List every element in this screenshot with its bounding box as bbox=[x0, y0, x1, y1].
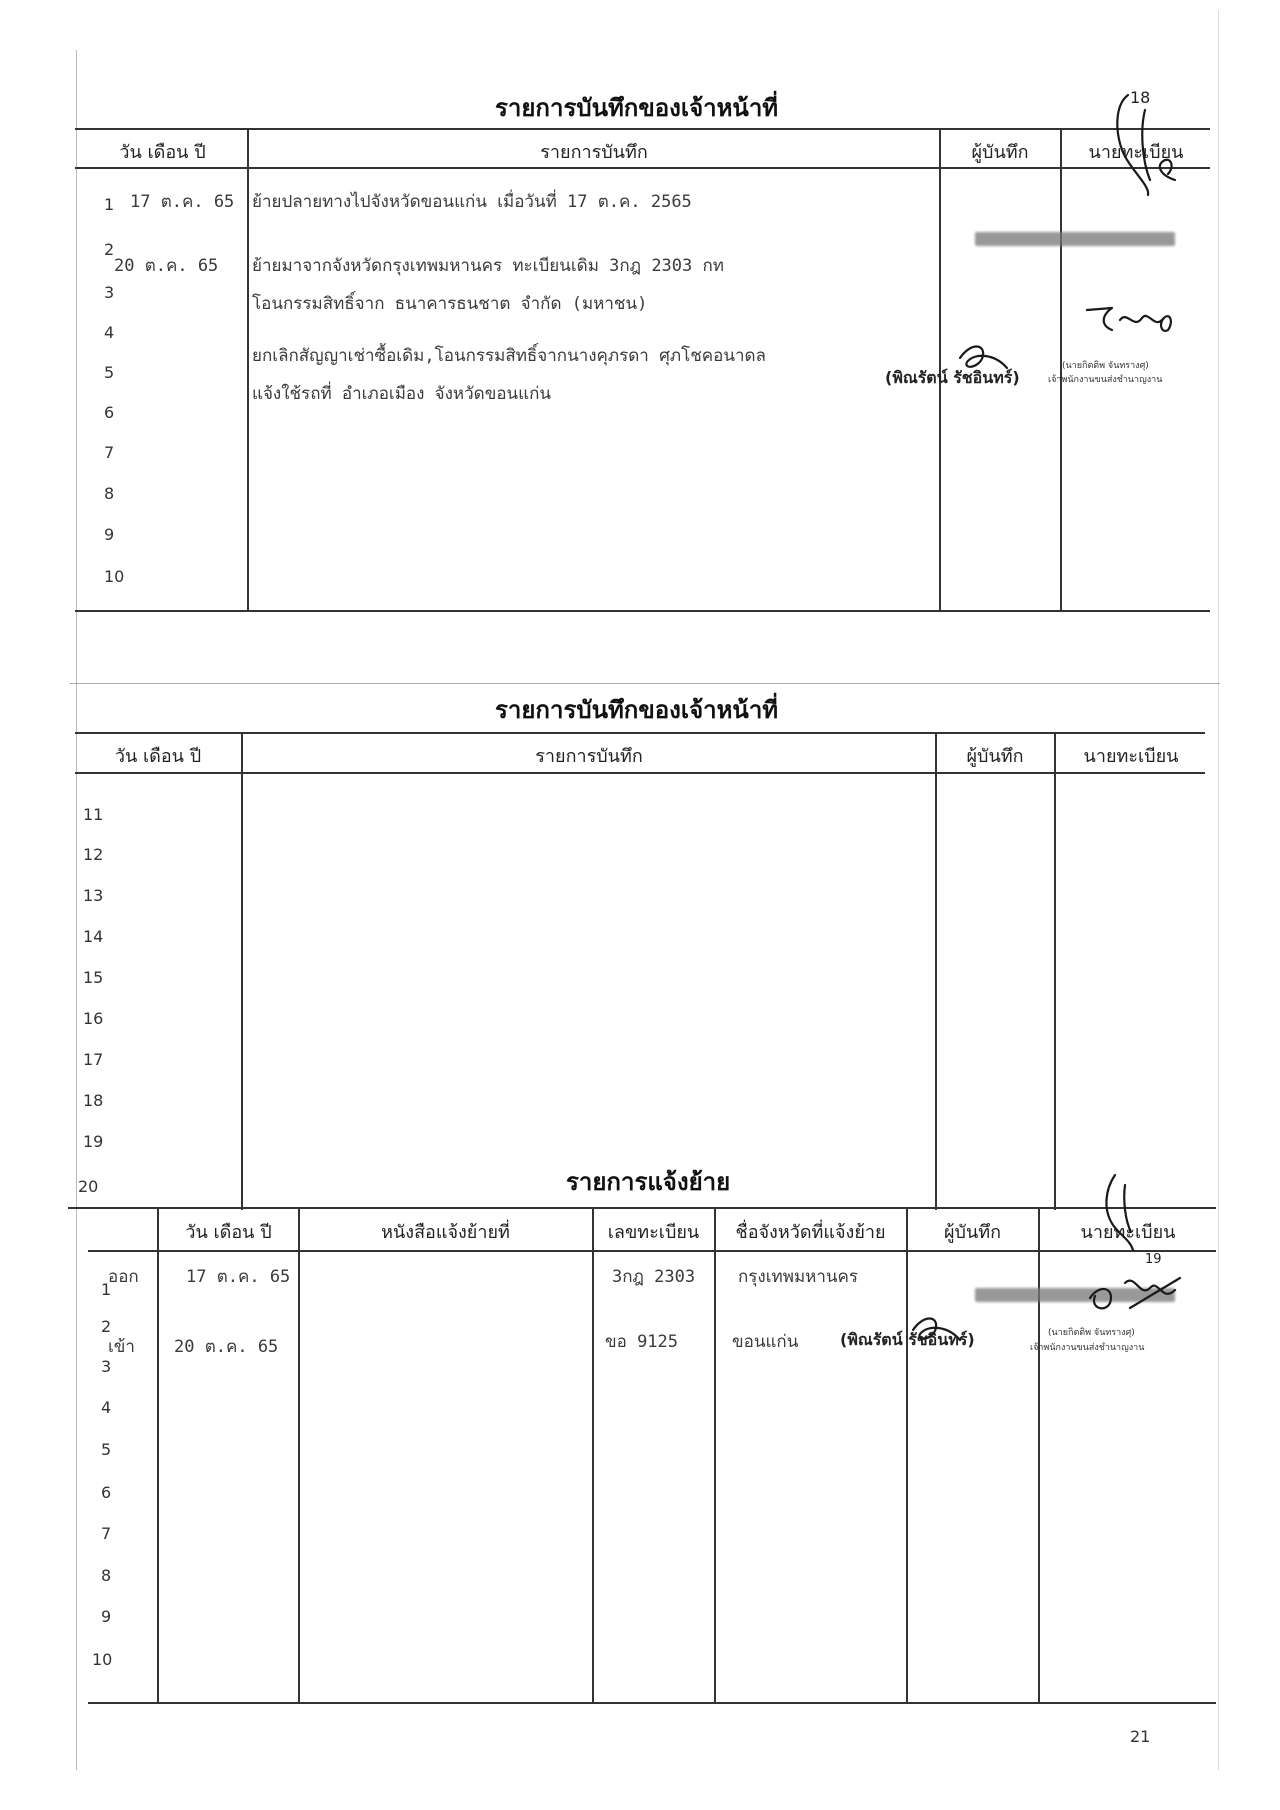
section1-row-number: 7 bbox=[104, 443, 115, 462]
section1-corner-signature bbox=[1100, 90, 1190, 200]
section3-page-mark: 19 bbox=[1145, 1252, 1162, 1267]
section2-row-number: 14 bbox=[83, 927, 104, 946]
section1-row-number: 10 bbox=[104, 567, 125, 586]
section1-row-number: 1 bbox=[104, 195, 115, 214]
section1-bottom-line bbox=[75, 610, 1210, 612]
section3-row-province: ขอนแก่น bbox=[732, 1332, 799, 1352]
section3-col-line-3 bbox=[592, 1209, 594, 1702]
section1-recorder-name: (พิณรัตน์ รัชอินทร์) bbox=[885, 368, 1020, 387]
section1-page-mark: 18 bbox=[1130, 88, 1151, 107]
section1-row-text: โอนกรรมสิทธิ์จาก ธนาคารธนชาต จำกัด (มหาชน) bbox=[252, 294, 648, 314]
section1-header-record: รายการบันทึก bbox=[540, 142, 648, 163]
section3-header-province: ชื่อจังหวัดที่แจ้งย้าย bbox=[735, 1222, 886, 1243]
section3-col-line-2 bbox=[298, 1209, 300, 1702]
section3-row-number: 6 bbox=[101, 1483, 112, 1502]
section3-row-number: 8 bbox=[101, 1566, 112, 1585]
section2-row-number: 16 bbox=[83, 1009, 104, 1028]
section3-header-date: วัน เดือน ปี bbox=[185, 1222, 272, 1243]
section3-row-number: 10 bbox=[92, 1650, 113, 1669]
section3-registrar-title: เจ้าพนักงานขนส่งชำนาญงาน bbox=[1030, 1343, 1145, 1353]
section1-row-text: ย้ายมาจากจังหวัดกรุงเทพมหานคร ทะเบียนเดิม 3กฎ 2303 กท bbox=[252, 256, 724, 276]
section3-title: รายการแจ้งย้าย bbox=[566, 1168, 731, 1196]
section1-header-line bbox=[75, 167, 1210, 169]
section3-registrar-signature bbox=[1080, 1268, 1190, 1318]
section1-registrar-name: (นายกิตติพ จันทรางศุ) bbox=[1062, 361, 1149, 371]
section1-top-line bbox=[75, 128, 1210, 130]
section1-row-number: 5 bbox=[104, 363, 115, 382]
section3-row-date: 20 ต.ค. 65 bbox=[174, 1337, 279, 1357]
section3-header-line bbox=[88, 1250, 1216, 1252]
section3-row-number: 5 bbox=[101, 1440, 112, 1459]
section3-row-reg: 3กฎ 2303 bbox=[612, 1267, 696, 1287]
section3-row-type: เข้า bbox=[108, 1337, 135, 1357]
section1-row-number: 8 bbox=[104, 484, 115, 503]
section2-header-registrar: นายทะเบียน bbox=[1083, 746, 1179, 767]
section2-col-line-2 bbox=[935, 732, 937, 1210]
section1-header-date: วัน เดือน ปี bbox=[119, 142, 206, 163]
section1-row-number: 3 bbox=[104, 283, 115, 302]
section3-registrar-name: (นายกิตติพ จันทรางศุ) bbox=[1048, 1328, 1135, 1338]
section3-row-number: 7 bbox=[101, 1524, 112, 1543]
section3-header-recorder: ผู้บันทึก bbox=[943, 1222, 1002, 1243]
section1-header-registrar: นายทะเบียน bbox=[1088, 142, 1184, 163]
section3-corner-signature bbox=[1085, 1170, 1175, 1260]
scan-edge-right bbox=[1218, 10, 1219, 1770]
section3-header-registrar: นายทะเบียน bbox=[1080, 1222, 1176, 1243]
section3-col-line-1 bbox=[157, 1209, 159, 1702]
section1-row-text: ยกเลิกสัญญาเช่าซื้อเดิม,โอนกรรมสิทธิ์จากนางคุภรดา ศุภโชคอนาดล bbox=[252, 346, 766, 366]
section3-row-number: 1 bbox=[101, 1280, 112, 1299]
section3-recorder-name: (พิณรัตน์ รัชอินทร์) bbox=[840, 1330, 975, 1349]
section3-header-reg: เลขทะเบียน bbox=[607, 1222, 700, 1243]
section1-row-text: ย้ายปลายทางไปจังหวัดขอนแก่น เมื่อวันที่ 17 ต.ค. 2565 bbox=[252, 192, 692, 212]
section1-header-recorder: ผู้บันทึก bbox=[971, 142, 1029, 163]
section3-row-date: 17 ต.ค. 65 bbox=[186, 1267, 291, 1287]
section2-row-number: 13 bbox=[83, 886, 104, 905]
section2-col-line-3 bbox=[1054, 732, 1056, 1210]
section1-registrar-stamp bbox=[975, 232, 1175, 246]
section1-row-date: 20 ต.ค. 65 bbox=[114, 256, 219, 276]
section1-title: รายการบันทึกของเจ้าหน้าที่ bbox=[495, 94, 779, 122]
section2-row-number: 19 bbox=[83, 1132, 104, 1151]
section2-row-number: 12 bbox=[83, 845, 104, 864]
section3-row-reg: ขอ 9125 bbox=[605, 1332, 679, 1352]
section2-header-record: รายการบันทึก bbox=[535, 746, 643, 767]
section1-row-number: 2 bbox=[104, 240, 115, 259]
section2-header-recorder: ผู้บันทึก bbox=[966, 746, 1024, 767]
section1-row-number: 4 bbox=[104, 323, 115, 342]
scan-edge-left bbox=[76, 50, 77, 1770]
section2-header-date: วัน เดือน ปี bbox=[114, 746, 202, 767]
section3-top-line bbox=[68, 1207, 1216, 1209]
section1-row-number: 9 bbox=[104, 525, 115, 544]
section3-row-province: กรุงเทพมหานคร bbox=[738, 1267, 859, 1287]
section3-col-line-5 bbox=[906, 1209, 908, 1702]
section3-row-number: 4 bbox=[101, 1398, 112, 1417]
section3-bottom-line bbox=[88, 1702, 1216, 1704]
section1-col-line-1 bbox=[247, 128, 249, 610]
page-number: 21 bbox=[1130, 1727, 1151, 1746]
section3-row-number: 9 bbox=[101, 1607, 112, 1626]
overlap-edge-line bbox=[70, 683, 1220, 684]
section3-col-line-4 bbox=[714, 1209, 716, 1702]
section1-row-number: 6 bbox=[104, 403, 115, 422]
section2-row-number: 20 bbox=[78, 1177, 99, 1196]
section1-row-text: แจ้งใช้รถที่ อำเภอเมือง จังหวัดขอนแก่น bbox=[252, 384, 552, 404]
section2-top-line bbox=[75, 732, 1205, 734]
section1-row-date: 17 ต.ค. 65 bbox=[130, 192, 235, 212]
section1-registrar-signature bbox=[1082, 300, 1182, 340]
section3-row-number: 2 bbox=[101, 1317, 112, 1336]
section2-header-line bbox=[75, 772, 1205, 774]
section3-row-type: ออก bbox=[108, 1267, 139, 1287]
section2-row-number: 17 bbox=[83, 1050, 104, 1069]
section1-registrar-title: เจ้าพนักงานขนส่งชำนาญงาน bbox=[1048, 375, 1163, 385]
section2-row-number: 15 bbox=[83, 968, 104, 987]
section3-row-number: 3 bbox=[101, 1357, 112, 1376]
section2-row-number: 11 bbox=[83, 805, 104, 824]
section2-col-line-1 bbox=[241, 732, 243, 1210]
section3-header-doc: หนังสือแจ้งย้ายที่ bbox=[381, 1222, 510, 1243]
section3-col-line-6 bbox=[1038, 1209, 1040, 1702]
section2-title: รายการบันทึกของเจ้าหน้าที่ bbox=[495, 696, 779, 724]
section2-row-number: 18 bbox=[83, 1091, 104, 1110]
